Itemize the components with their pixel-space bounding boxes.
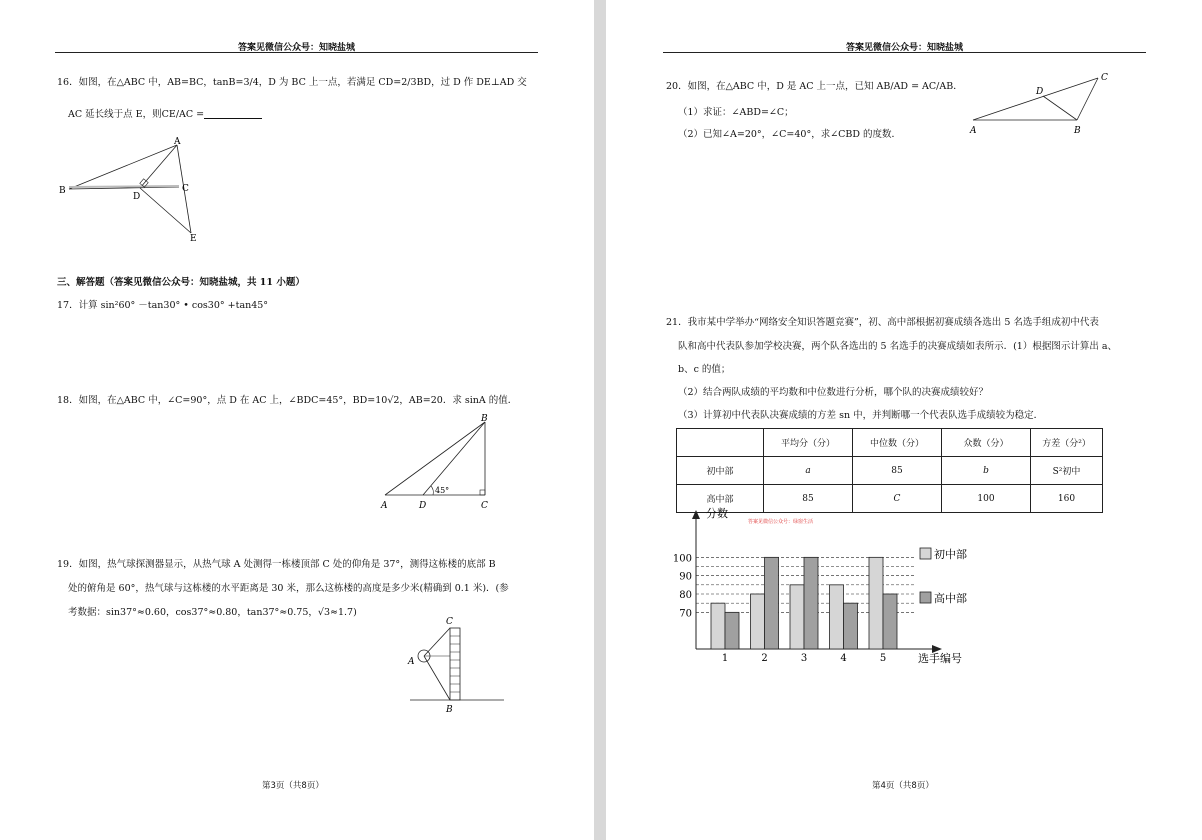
q19-line1: 19．如图，热气球探测器显示，从热气球 A 处测得一栋楼顶部 C 处的仰角是 37°，测得这栋楼的底部 B <box>57 559 496 570</box>
table-header-cell <box>677 429 764 457</box>
table-cell: 160 <box>1031 485 1103 513</box>
bar-senior-4 <box>844 603 858 649</box>
q18: 18．如图，在△ABC 中，∠C=90°，点 D 在 AC 上，∠BDC=45°，BD=10√2，AB=20．求 sinA 的值． <box>57 395 518 406</box>
figure-19 <box>400 614 510 716</box>
fig18-label-b: B <box>481 414 488 424</box>
x-tick-label: 1 <box>721 653 729 664</box>
bar-senior-1 <box>725 612 739 649</box>
y-tick-label: 100 <box>672 553 692 565</box>
q21-line1: 21．我市某中学举办“网络安全知识答题竞赛”，初、高中部根据初赛成绩各选出 5 名选手组成初中代表 <box>666 317 1099 328</box>
legend-label: 初中部 <box>934 548 967 561</box>
fig20-label-a: A <box>970 126 977 136</box>
figure-18 <box>375 412 500 514</box>
fig18-angle: 45° <box>435 486 450 495</box>
y-axis-arrow <box>692 510 700 519</box>
table-header-cell: 众数（分） <box>942 429 1031 457</box>
q21-line2: 队和高中代表队参加学校决赛，两个队各选出的 5 名选手的决赛成绩如表所示．(1）根据图示计算出 a、 <box>678 341 1118 352</box>
table-cell: S²初中 <box>1031 457 1103 485</box>
fig19-label-a: A <box>408 657 415 667</box>
q17: 17．计算 sin²60° －tan30° • cos30° +tan45° <box>57 300 269 311</box>
right-header-rule <box>663 52 1146 53</box>
x-axis-label: 选手编号 <box>918 652 962 665</box>
table-cell: b <box>942 457 1031 485</box>
fig18-label-a: A <box>381 501 388 511</box>
page-gutter <box>594 0 606 840</box>
q19-line3: 考数据：sin37°≈0.60，cos37°≈0.80，tan37°≈0.75，√3≈1.7) <box>68 607 357 618</box>
results-table <box>676 428 1103 513</box>
bar-senior-3 <box>804 557 818 649</box>
score-bar-chart <box>660 505 980 670</box>
legend-swatch <box>920 592 931 603</box>
figure-16 <box>55 135 215 245</box>
table-header-cell: 中位数（分） <box>853 429 942 457</box>
q20-line1: 20．如图，在△ABC 中，D 是 AC 上一点，已知 AB/AD = AC/AB． <box>666 81 963 92</box>
table-header-cell: 方差（分²） <box>1031 429 1103 457</box>
bar-junior-4 <box>830 585 844 649</box>
table-cell: 85 <box>764 485 853 513</box>
q21-line3: b、c 的值； <box>678 364 731 375</box>
y-tick-label: 90 <box>679 571 692 583</box>
table-cell: 85 <box>853 457 942 485</box>
fig20-label-b: B <box>1074 126 1081 136</box>
bar-junior-5 <box>869 557 883 649</box>
bar-senior-5 <box>883 594 897 649</box>
bar-senior-2 <box>765 557 779 649</box>
fig18-label-c: C <box>481 501 488 511</box>
left-header-rule <box>55 52 538 53</box>
q16-line1: 16．如图，在△ABC 中，AB=BC，tanB=3/4，D 为 BC 上一点，若满足 CD=2/3BD，过 D 作 DE⊥AD 交 <box>57 77 527 88</box>
fig16-label-b: B <box>59 186 66 196</box>
table-cell: a <box>764 457 853 485</box>
x-tick-label: 3 <box>800 653 808 664</box>
legend-swatch <box>920 548 931 559</box>
table-cell: 高中部 <box>677 485 764 513</box>
q20-line3: （2）已知∠A=20°，∠C=40°，求∠CBD 的度数． <box>678 129 902 140</box>
y-tick-label: 70 <box>679 608 692 620</box>
fig18-label-d: D <box>419 501 427 511</box>
left-footer: 第3页（共8页） <box>262 781 324 791</box>
fig16-label-d: D <box>133 192 141 202</box>
fig19-label-c: C <box>446 617 453 627</box>
table-header-cell: 平均分（分） <box>764 429 853 457</box>
table-cell: 100 <box>942 485 1031 513</box>
q19-line2: 处的俯角是 60°，热气球与这栋楼的水平距离是 30 米，那么这栋楼的高度是多少米(精确到 0.1 米)．(参 <box>68 583 509 594</box>
fig16-label-c: C <box>182 184 189 194</box>
section-3-title: 三、解答题（答案见微信公众号：知晓盐城，共 11 小题） <box>57 277 305 288</box>
chart-watermark: 答案见微信公众号：绿窗生活 <box>748 519 814 525</box>
right-header: 答案见微信公众号：知晓盐城 <box>845 43 963 53</box>
x-tick-label: 2 <box>761 653 768 664</box>
q20-line2: （1）求证：∠ABD=∠C； <box>678 107 794 118</box>
q16-line2: AC 延长线于点 E，则CE/AC = <box>68 108 262 122</box>
y-axis-label: 分数 <box>706 507 728 520</box>
left-header: 答案见微信公众号：知晓盐城 <box>237 43 355 53</box>
q21-line5: （3）计算初中代表队决赛成绩的方差 sn 中，并判断哪一个代表队选手成绩较为稳定． <box>678 410 1044 421</box>
figure-20 <box>965 70 1115 142</box>
table-row <box>677 457 1103 485</box>
y-tick-label: 80 <box>679 590 692 601</box>
right-footer: 第4页（共8页） <box>872 781 934 791</box>
bar-junior-1 <box>711 603 725 649</box>
fig19-label-b: B <box>446 705 453 715</box>
bar-junior-3 <box>790 585 804 649</box>
table-cell: C <box>853 485 942 513</box>
table-header-row <box>677 429 1103 457</box>
fig20-label-c: C <box>1101 73 1108 83</box>
legend-label: 高中部 <box>934 592 967 605</box>
x-tick-label: 5 <box>879 653 887 664</box>
fig16-label-e: E <box>190 234 197 244</box>
fig16-label-a: A <box>174 137 181 147</box>
q21-line4: （2）结合两队成绩的平均数和中位数进行分析，哪个队的决赛成绩较好？ <box>678 387 989 398</box>
fig20-label-d: D <box>1036 87 1044 97</box>
bar-junior-2 <box>751 594 765 649</box>
table-cell: 初中部 <box>677 457 764 485</box>
x-tick-label: 4 <box>840 653 847 664</box>
